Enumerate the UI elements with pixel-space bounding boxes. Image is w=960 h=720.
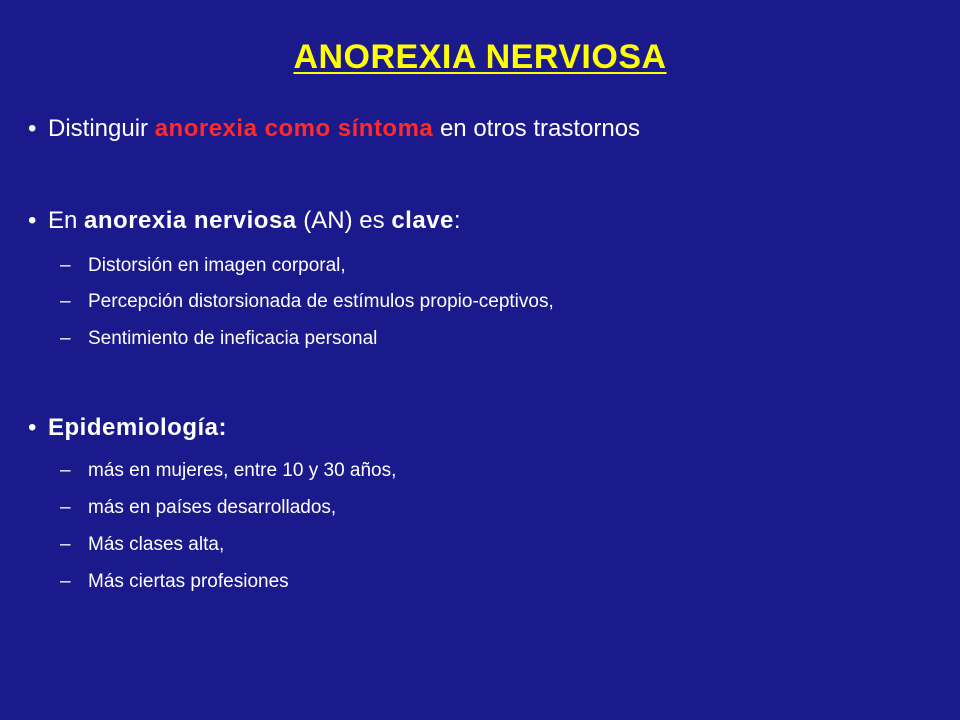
sub-item — [60, 328, 377, 350]
sub-dash: – — [60, 497, 71, 518]
bullet2-mid: (AN) es — [296, 207, 392, 234]
bullet-dot: • — [28, 207, 37, 234]
bullet-anorexia-nerviosa — [28, 207, 461, 235]
bullet1-pre: Distinguir — [48, 115, 155, 142]
bullet2-pre: En — [48, 207, 85, 234]
bullet-distinguir — [28, 115, 640, 143]
bullet1-highlight: anorexia como síntoma — [154, 115, 434, 142]
sub-item-text: Distorsión en imagen corporal, — [88, 255, 346, 276]
sub-item-text: Más clases alta, — [88, 534, 225, 555]
bullet-epidemiologia — [28, 414, 227, 442]
bullet2-bold2: clave — [391, 207, 454, 234]
sub-dash: – — [60, 328, 71, 349]
bullet3-label: Epidemiología: — [48, 414, 228, 441]
bullet1-post: en otros trastornos — [433, 115, 641, 142]
sub-item — [60, 255, 346, 277]
sub-item-text: más en países desarrollados, — [88, 497, 337, 518]
sub-dash: – — [60, 571, 71, 592]
sub-dash: – — [60, 255, 71, 276]
bullet2-post: : — [453, 207, 461, 234]
sub-item-text: más en mujeres, entre 10 y 30 años, — [88, 460, 397, 481]
sub-item — [60, 571, 289, 593]
bullet-dot: • — [28, 414, 37, 441]
sub-item-text: Más ciertas profesiones — [88, 571, 289, 592]
sub-dash: – — [60, 534, 71, 555]
sub-item — [60, 460, 396, 482]
sub-item — [60, 534, 224, 556]
sub-dash: – — [60, 291, 71, 312]
sub-item — [60, 497, 336, 519]
sub-item — [60, 291, 554, 313]
slide-title — [0, 38, 960, 77]
sub-item-text: Percepción distorsionada de estímulos propio-ceptivos, — [88, 291, 554, 312]
bullet-dot: • — [28, 115, 37, 142]
bullet2-bold1: anorexia nerviosa — [84, 207, 297, 234]
slide-title-text: ANOREXIA NERVIOSA — [293, 38, 667, 76]
sub-item-text: Sentimiento de ineficacia personal — [88, 328, 378, 349]
sub-dash: – — [60, 460, 71, 481]
